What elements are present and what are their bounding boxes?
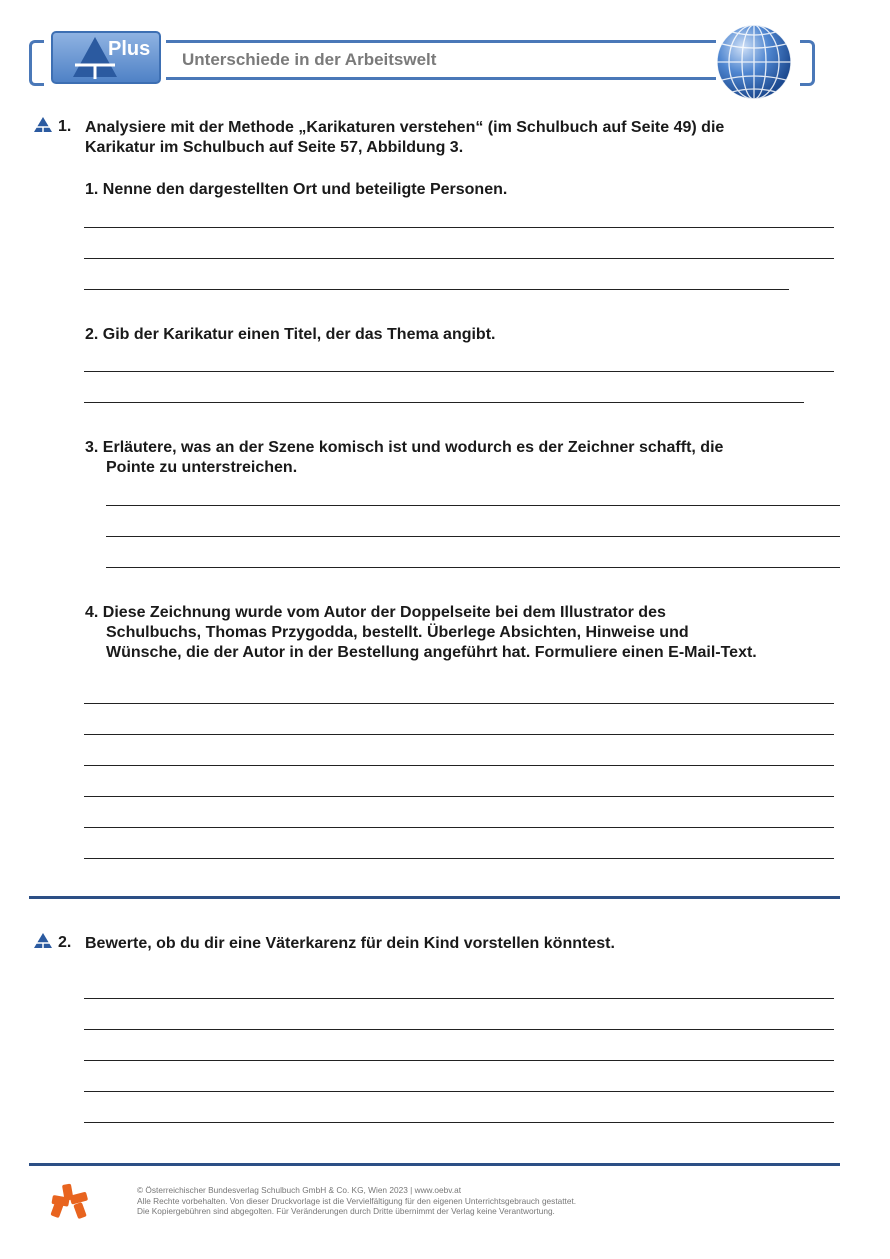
subtask-4: 4. Diese Zeichnung wurde vom Autor der Doppelseite bei dem Illustrator des bbox=[85, 604, 666, 621]
copyright-line: Die Kopiergebühren sind abgegolten. Für Veränderungen durch Dritte übernimmt der Verlag keine Verantwortung. bbox=[137, 1206, 555, 1216]
subtask-2: 2. Gib der Karikatur einen Titel, der das Thema angibt. bbox=[85, 326, 496, 343]
answer-line[interactable] bbox=[84, 827, 834, 828]
answer-line[interactable] bbox=[106, 536, 840, 537]
globe-icon bbox=[714, 22, 794, 102]
answer-line[interactable] bbox=[106, 567, 840, 568]
task-number: 1. bbox=[58, 118, 72, 135]
section-divider bbox=[29, 896, 840, 899]
answer-line[interactable] bbox=[84, 1029, 834, 1030]
copyright-notice bbox=[137, 1185, 576, 1217]
task-triangle-icon bbox=[33, 116, 53, 133]
task-number: 2. bbox=[58, 934, 72, 951]
subtask-4: Wünsche, die der Autor in der Bestellung angeführt hat. Formuliere einen E-Mail-Text. bbox=[106, 644, 757, 661]
answer-line[interactable] bbox=[84, 402, 804, 403]
answer-line[interactable] bbox=[84, 1122, 834, 1123]
subtask-3: Pointe zu unterstreichen. bbox=[106, 459, 298, 476]
header-bracket-right bbox=[800, 40, 815, 86]
page-title: Unterschiede in der Arbeitswelt bbox=[182, 50, 437, 69]
answer-line[interactable] bbox=[84, 703, 834, 704]
answer-line[interactable] bbox=[106, 505, 840, 506]
answer-line[interactable] bbox=[84, 258, 834, 259]
answer-line[interactable] bbox=[84, 289, 789, 290]
subtask-4: Schulbuchs, Thomas Przygodda, bestellt. Überlege Absichten, Hinweise und bbox=[106, 624, 689, 641]
answer-line[interactable] bbox=[84, 227, 834, 228]
answer-line[interactable] bbox=[84, 1060, 834, 1061]
answer-line[interactable] bbox=[84, 734, 834, 735]
subtask-3: 3. Erläutere, was an der Szene komisch ist und wodurch es der Zeichner schafft, die bbox=[85, 439, 724, 456]
task-text: Karikatur im Schulbuch auf Seite 57, Abbildung 3. bbox=[85, 139, 464, 156]
copyright-line: Alle Rechte vorbehalten. Von dieser Druckvorlage ist die Vervielfältigung für den eigenen Unterrichtsgebrauch gestattet. bbox=[137, 1195, 577, 1206]
answer-line[interactable] bbox=[84, 1091, 834, 1092]
copyright-line: © Österreichischer Bundesverlag Schulbuch GmbH & Co. KG, Wien 2023 | www.oebv.at bbox=[137, 1185, 461, 1195]
task-text: Analysiere mit der Methode „Karikaturen verstehen“ (im Schulbuch auf Seite 49) die bbox=[85, 119, 725, 136]
answer-line[interactable] bbox=[84, 371, 834, 372]
task-triangle-icon bbox=[33, 932, 53, 949]
header-bracket-left bbox=[29, 40, 44, 86]
answer-line[interactable] bbox=[84, 858, 834, 859]
answer-line[interactable] bbox=[84, 765, 834, 766]
answer-line[interactable] bbox=[84, 998, 834, 999]
task-text: Bewerte, ob du dir eine Väterkarenz für dein Kind vorstellen könntest. bbox=[85, 935, 615, 952]
logo-label: Plus bbox=[108, 38, 151, 60]
footer-divider bbox=[29, 1163, 840, 1166]
answer-line[interactable] bbox=[84, 796, 834, 797]
subtask-1: 1. Nenne den dargestellten Ort und beteiligte Personen. bbox=[85, 181, 508, 198]
publisher-logo-icon bbox=[50, 1182, 90, 1222]
